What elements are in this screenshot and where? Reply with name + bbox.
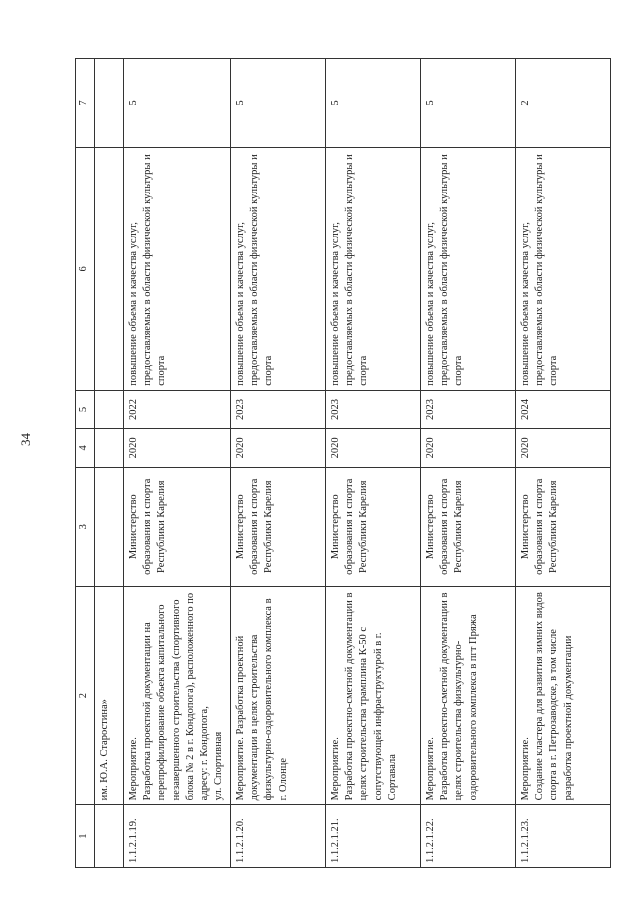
row-result: повышение объема и качества услуг, предоставляемых в области физической культуры и спорта: [421, 148, 516, 391]
row-result: повышение объема и качества услуг, предоставляемых в области физической культуры и спорта: [326, 148, 421, 391]
header-cell-7: 7: [76, 59, 95, 148]
row-end-year: 2024: [516, 390, 611, 428]
table-row: [124, 59, 231, 868]
row-start-year: 2020: [124, 429, 231, 467]
header-cell-5: 5: [76, 390, 95, 428]
row-number: 1.1.2.1.22.: [421, 805, 516, 868]
row-end-year: 2023: [326, 390, 421, 428]
row-start-year: 2020: [231, 429, 326, 467]
row-value: 2: [516, 59, 611, 148]
header-cell-2: 2: [76, 586, 95, 804]
row-end-year: 2022: [124, 390, 231, 428]
page-number: 34: [18, 433, 33, 446]
row-description: Мероприятие. Разработка проектно-сметной документации в целях строительства физкультурно-оздоровительного комплекса в пгт Пряжа: [421, 586, 516, 804]
row-number: 1.1.2.1.20.: [231, 805, 326, 868]
row-number: 1.1.2.1.23.: [516, 805, 611, 868]
row-description: Мероприятие. Разработка проектной документации в целях строительства физкультурно-оздоровительного комплекса в г. Олонце: [231, 586, 326, 804]
header-cell-4: 4: [76, 429, 95, 467]
row-start-year: 2020: [326, 429, 421, 467]
row-start-year: 2020: [516, 429, 611, 467]
row-number: 1.1.2.1.19.: [124, 805, 231, 868]
row-executor: Министерство образования и спорта Республики Карелия: [516, 467, 611, 586]
header-row: [76, 59, 95, 868]
table-row: [326, 59, 421, 868]
row-value: 5: [326, 59, 421, 148]
row-value: 5: [124, 59, 231, 148]
program-table-container: [75, 58, 574, 868]
continuation-num-cell: [95, 805, 124, 868]
row-end-year: 2023: [231, 390, 326, 428]
table-row: [421, 59, 516, 868]
program-table: [75, 58, 611, 868]
row-description: Мероприятие. Создание кластера для развития зимних видов спорта в г. Петрозаводске, в том числе разработка проектной документации: [516, 586, 611, 804]
header-cell-6: 6: [76, 148, 95, 391]
row-description: Мероприятие. Разработка проектной документации на перепрофилирование объекта капитального незавершенного строительства (спортивного блока № 2 в г. Кондопога), расположенного по адресу: г. Кондопога, ул. Спортивная: [124, 586, 231, 804]
row-executor: Министерство образования и спорта Республики Карелия: [421, 467, 516, 586]
row-result: повышение объема и качества услуг, предоставляемых в области физической культуры и спорта: [124, 148, 231, 391]
row-result: повышение объема и качества услуг, предоставляемых в области физической культуры и спорта: [516, 148, 611, 391]
header-cell-1: 1: [76, 805, 95, 868]
row-result: повышение объема и качества услуг, предоставляемых в области физической культуры и спорта: [231, 148, 326, 391]
continuation-row: [95, 59, 124, 868]
row-description: Мероприятие. Разработка проектно-сметной документации в целях строительства трамплина К-50 с сопутствующей инфраструктурой в г. Сортавала: [326, 586, 421, 804]
continuation-text: им. Ю.А. Старостина»: [95, 586, 124, 804]
row-value: 5: [421, 59, 516, 148]
row-end-year: 2023: [421, 390, 516, 428]
row-number: 1.1.2.1.21.: [326, 805, 421, 868]
row-executor: Министерство образования и спорта Республики Карелия: [326, 467, 421, 586]
row-executor: Министерство образования и спорта Республики Карелия: [124, 467, 231, 586]
row-executor: Министерство образования и спорта Республики Карелия: [231, 467, 326, 586]
table-row: [231, 59, 326, 868]
table-row: [516, 59, 611, 868]
header-cell-3: 3: [76, 467, 95, 586]
row-value: 5: [231, 59, 326, 148]
row-start-year: 2020: [421, 429, 516, 467]
